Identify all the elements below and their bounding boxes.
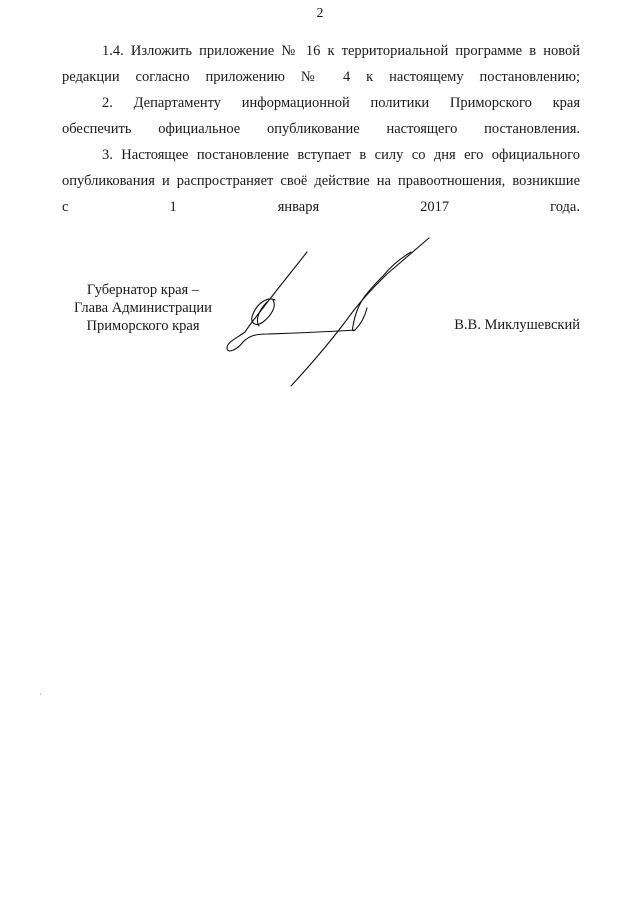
- paragraph-line: редакции согласно приложению № 4 к настоящему постановлению;: [62, 69, 580, 85]
- paragraph-1-4: [62, 38, 580, 90]
- scan-artifact: [40, 693, 41, 695]
- paragraph-line: 2. Департаменту информационной политики Приморского края: [102, 95, 580, 111]
- paragraph-line: обеспечить официальное опубликование настоящего постановления.: [62, 121, 580, 137]
- signer-name: В.В. Миклушевский: [454, 317, 580, 333]
- position-line: Глава Администрации: [74, 300, 212, 316]
- paragraph-line: опубликования и распространяет своё действие на правоотношения, возникшие: [62, 173, 580, 189]
- paragraph-line: с 1 января 2017 года.: [62, 199, 580, 215]
- document-body: [62, 38, 580, 220]
- position-line: Приморского края: [86, 318, 200, 334]
- paragraph-line: 3. Настоящее постановление вступает в силу со дня его официального: [102, 147, 580, 163]
- page-number: 2: [316, 6, 324, 21]
- paragraph-3: [62, 142, 580, 220]
- signatory-position: [58, 281, 228, 335]
- paragraph-line: 1.4. Изложить приложение № 16 к территориальной программе в новой: [102, 43, 580, 59]
- paragraph-2: [62, 90, 580, 142]
- position-line: Губернатор края –: [86, 282, 200, 298]
- handwritten-signature: [215, 230, 445, 400]
